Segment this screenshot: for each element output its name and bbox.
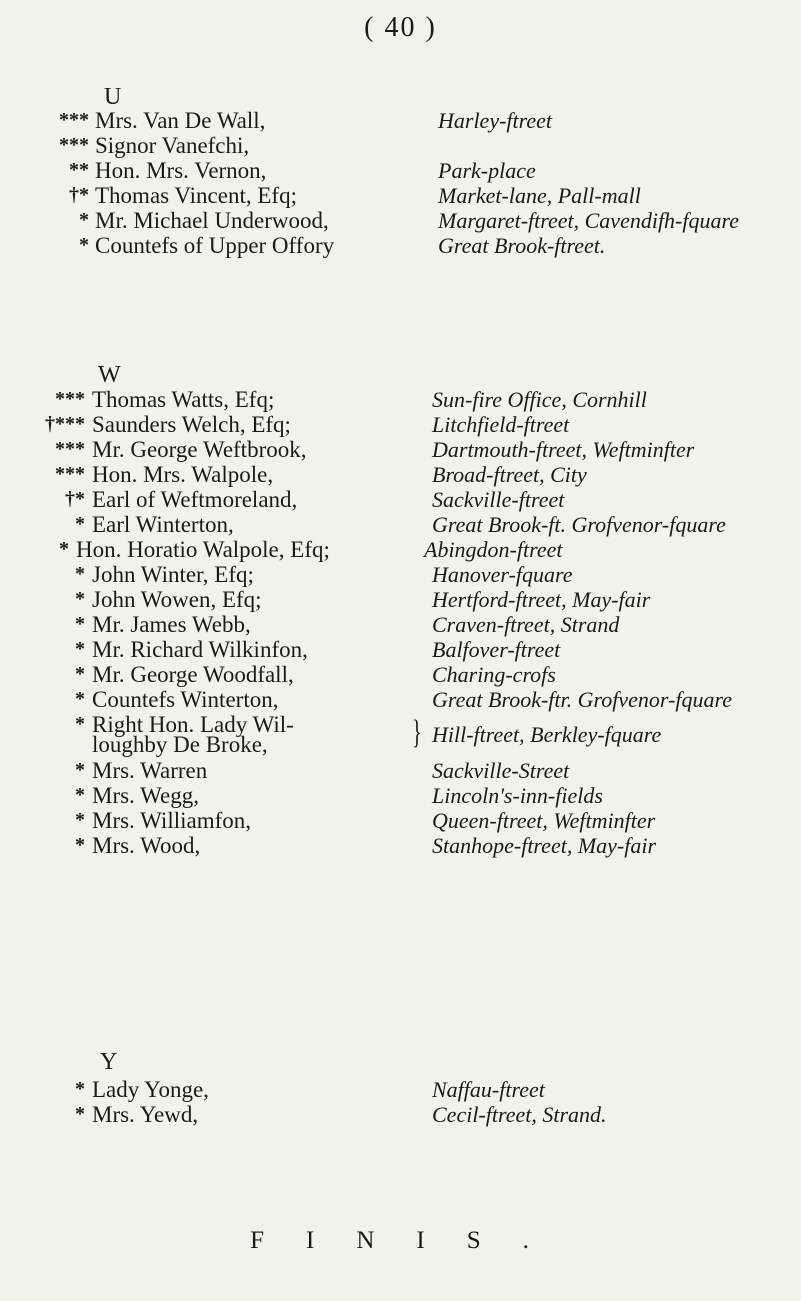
entry-address: Sackville-Street [432,758,570,783]
list-item [0,587,801,612]
section-y-entries [0,1077,801,1127]
entry-name: Right Hon. Lady Wil- [92,712,294,737]
entry-address: Balfover-ftreet [432,637,561,662]
list-item [0,833,801,858]
entry-name: Thomas Vincent, Efq; [95,183,297,208]
entry-address: Charing-crofs [432,662,556,687]
entry-address: Lincoln's-inn-fields [432,783,603,808]
list-item [0,208,801,233]
list-item [0,637,801,662]
list-item [0,387,801,412]
entry-address: Market-lane, Pall-mall [438,183,641,208]
entry-name: Countefs of Upper Offory [95,233,335,258]
marks: * [75,759,85,781]
marks: ** [69,159,89,181]
marks: * [75,1078,85,1100]
entry-address: Hanover-fquare [432,562,573,587]
list-item [0,758,801,783]
marks: * [75,638,85,660]
entry-address: Stanhope-ftreet, May-fair [432,833,657,858]
entry-name: Earl of Weftmoreland, [92,487,298,512]
list-item [0,412,801,437]
marks: *** [55,388,85,410]
list-item [0,437,801,462]
list-item [0,512,801,537]
entry-name: Thomas Watts, Efq; [92,387,275,412]
entry-address: Sackville-ftreet [432,487,565,512]
entry-name: John Wowen, Efq; [92,587,262,612]
list-item [0,108,801,133]
entry-name: Saunders Welch, Efq; [92,412,291,437]
marks: * [75,713,85,735]
section-letter-w: W [98,362,121,388]
marks: * [75,563,85,585]
list-item [0,612,801,637]
entry-name: Signor Vanefchi, [95,133,250,158]
marks: * [75,834,85,856]
marks: * [75,688,85,710]
section-letter-u: U [104,84,122,110]
entry-address: Sun-fire Office, Cornhill [432,387,647,412]
list-item [0,158,801,183]
entry-name: Mr. George Weftbrook, [92,437,307,462]
marks: * [75,513,85,535]
entry-name-continued: loughby De Broke, [92,732,268,757]
entry-name: Mr. Michael Underwood, [95,208,329,233]
entry-address: Dartmouth-ftreet, Weftminfter [432,437,695,462]
marks: * [79,234,89,256]
entry-name: John Winter, Efq; [92,562,254,587]
marks: * [75,588,85,610]
list-item [0,808,801,833]
marks: *** [59,109,89,131]
entry-address: Great Brook-ft. Grofvenor-fquare [432,512,726,537]
marks: *** [55,463,85,485]
entry-name: Mr. James Webb, [92,612,251,637]
entry-name: Mrs. Warren [92,758,208,783]
entry-name: Mrs. Wegg, [92,783,199,808]
section-u-entries [0,108,801,258]
entry-name: Lady Yonge, [92,1077,209,1102]
marks: †* [65,488,85,510]
entry-name: Mrs. Yewd, [92,1102,199,1127]
marks: * [59,538,69,560]
entry-address: Cecil-ftreet, Strand. [432,1102,607,1127]
entry-name: Hon. Horatio Walpole, Efq; [76,537,330,562]
list-item [0,133,801,158]
list-item [0,233,801,258]
entry-address: Park-place [438,158,536,183]
brace: } [412,714,422,751]
marks: *** [55,438,85,460]
entry-address: Harley-ftreet [438,108,553,133]
finis-text: FINIS. [250,1227,571,1254]
marks: *** [59,134,89,156]
list-item [0,562,801,587]
entry-address: Great Brook-ftr. Grofvenor-fquare [432,687,732,712]
entry-address: Hill-ftreet, Berkley-fquare [432,722,662,747]
entry-address: Hertford-ftreet, May-fair [432,587,651,612]
list-item [0,1077,801,1102]
entry-name: Countefs Winterton, [92,687,279,712]
marks: * [79,209,89,231]
entry-name: Earl Winterton, [92,512,234,537]
entry-name: Hon. Mrs. Vernon, [95,158,267,183]
marks: †*** [45,413,85,435]
marks: * [75,784,85,806]
entry-name: Mr. George Woodfall, [92,662,294,687]
entry-address: Naffau-ftreet [432,1077,545,1102]
marks: * [75,663,85,685]
entry-name: Mrs. Williamfon, [92,808,252,833]
list-item [0,183,801,208]
entry-address: Craven-ftreet, Strand [432,612,620,637]
entry-name: Mr. Richard Wilkinfon, [92,637,308,662]
section-w-entries [0,387,801,858]
marks: * [75,1103,85,1125]
list-item [0,537,801,562]
list-item [0,712,801,758]
marks: †* [69,184,89,206]
marks: * [75,613,85,635]
marks: * [75,809,85,831]
entry-address: Broad-ftreet, City [432,462,587,487]
list-item [0,462,801,487]
list-item [0,783,801,808]
section-letter-y: Y [100,1049,118,1075]
entry-name: Hon. Mrs. Walpole, [92,462,274,487]
entry-address: Margaret-ftreet, Cavendifh-fquare [438,208,740,233]
entry-address: Great Brook-ftreet. [438,233,606,258]
entry-name: Mrs. Wood, [92,833,201,858]
entry-address: Litchfield-ftreet [432,412,570,437]
entry-name: Mrs. Van De Wall, [95,108,266,133]
page-number: ( 40 ) [364,12,437,43]
entry-address: Abingdon-ftreet [424,537,563,562]
entry-address: Queen-ftreet, Weftminfter [432,808,656,833]
list-item [0,487,801,512]
list-item [0,662,801,687]
list-item [0,687,801,712]
list-item [0,1102,801,1127]
